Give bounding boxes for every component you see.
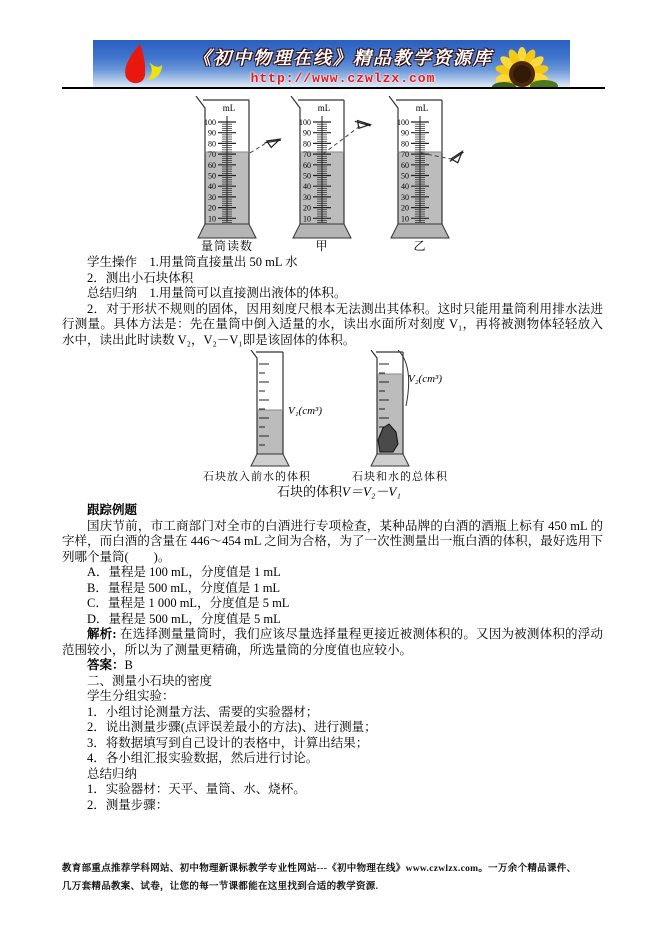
summary-title: 总结归纳 [87, 766, 138, 781]
scale-value: 80 [208, 139, 216, 149]
scale-value: 20 [401, 203, 409, 213]
scale-value: 70 [401, 150, 409, 160]
scale-value: 10 [303, 214, 311, 224]
sight-line [323, 126, 360, 154]
eye-icon [448, 151, 466, 165]
cylinder-base [391, 224, 449, 238]
experiment-step-3: 3．将数据填写到自己设计的表格中，计算出结果； [87, 735, 369, 750]
scale-value: 80 [303, 139, 311, 149]
experiment-step-2: 2．说出测量步骤(点评误差最小的方法)、进行测量； [87, 720, 377, 734]
scale-value: 10 [208, 214, 216, 224]
cylinder-base [371, 454, 409, 466]
answer-label: 答案： [87, 658, 125, 672]
scale-value: 90 [401, 128, 409, 138]
figure1-caption-reading: 量筒读数 [200, 239, 254, 253]
summary-line: 总结归纳 1.用量筒可以直接测出液体的体积。 [87, 286, 347, 300]
scale-value: 30 [303, 192, 311, 202]
scale-value: 100 [397, 118, 409, 127]
v2-label: V₂(cm³) [408, 373, 442, 385]
graduated-cylinder [291, 96, 351, 238]
scale-value: 60 [303, 160, 311, 170]
displacement-drawing [240, 350, 480, 470]
section2-title: 二、测量小石块的密度 [87, 673, 213, 688]
lesson-notes-block [62, 255, 603, 348]
operation-step2-line: 2．测出小石块体积 [87, 270, 194, 285]
scale-value: 60 [208, 160, 216, 170]
scale-value: 90 [208, 128, 216, 138]
summary-item-1: 1．实验器材：天平、量筒、水、烧杯。 [87, 782, 306, 796]
water-fill [257, 410, 283, 454]
unit-label: mL [222, 103, 236, 113]
v1-label: V₁(cm³) [288, 405, 322, 417]
eye-icon [264, 138, 281, 148]
formula-text-math: V＝V₂－V₁ [342, 484, 401, 499]
unit-label: mL [415, 103, 429, 113]
stone-volume-formula [277, 481, 401, 500]
scale-value: 50 [208, 171, 216, 181]
scale-value: 50 [303, 171, 311, 181]
formula-text-cn: 石块的体积 [277, 484, 343, 499]
site-banner [93, 40, 570, 88]
scale-value: 40 [208, 182, 216, 192]
graduated-cylinder [389, 96, 449, 238]
example-and-experiment-block [62, 503, 603, 813]
scale-value: 100 [204, 118, 216, 127]
banner-text [183, 40, 503, 88]
sunflower-image [492, 40, 570, 88]
site-footer [62, 861, 610, 896]
sight-line [250, 143, 266, 153]
example-header: 跟踪例题 [87, 503, 138, 517]
cylinder-reading-drawing [192, 96, 652, 241]
scale-value: 60 [401, 160, 409, 170]
graduated-cylinder [196, 96, 256, 238]
cylinder-base [198, 224, 256, 238]
scale-value: 20 [303, 203, 311, 213]
figure1-caption-jia: 甲 [315, 239, 329, 253]
figure1-caption-yi: 乙 [413, 239, 427, 253]
cylinder-base [251, 454, 289, 466]
scale-value: 30 [208, 192, 216, 202]
unit-label: mL [317, 103, 331, 113]
figure-displacement-method [240, 350, 480, 470]
banner-title: 《初中物理在线》精品教学资源库 [193, 48, 493, 69]
cylinder-with-stone [371, 350, 409, 466]
banner-url-link[interactable]: http://www.czwlzx.com [250, 71, 436, 86]
section2-subtitle: 学生分组实验： [87, 689, 175, 703]
option-c: C．量程是 1 000 mL，分度值是 5 mL [87, 596, 290, 610]
scale-value: 70 [303, 150, 311, 160]
figure2-caption-total: 石块和水的总体积 [352, 471, 448, 483]
option-d: D．量程是 500 mL，分度值是 5 mL [87, 611, 281, 626]
analysis-paragraph [62, 627, 603, 658]
cylinder-water-only [251, 350, 289, 466]
experiment-step-4: 4．各小组汇报实验数据，然后进行讨论。 [87, 751, 319, 765]
scale-value: 50 [401, 171, 409, 181]
scale-value: 20 [208, 203, 216, 213]
experiment-step-1: 1．小组讨论测量方法、需要的实验器材； [87, 704, 319, 719]
scale-value: 40 [401, 182, 409, 192]
footer-line-1: 教育部重点推荐学科网站、初中物理新课标教学专业性网站---《初中物理在线》www.czwlzx.com。一万余个精品课件、 [62, 864, 577, 874]
scale-value: 70 [208, 150, 216, 160]
analysis-text: 在选择测量量筒时，我们应该尽量选择量程更接近被测体积的。又因为被测体积的浮动范围较小，所以为了测量更精确，所选量筒的分度值也应较小。 [62, 627, 603, 657]
scale-value: 30 [401, 192, 409, 202]
student-operation-line: 学生操作 1.用量筒直接量出 50 mL 水 [87, 255, 298, 269]
figure2-caption-before: 石块放入前水的体积 [203, 471, 311, 483]
footer-line-2: 几万套精品教案、试卷，让您的每一节课都能在这里找到合适的教学资源. [62, 881, 379, 892]
scale-value: 100 [299, 118, 311, 127]
example-question: 国庆节前，市工商部门对全市的白酒进行专项检查，某种品牌的白酒的酒瓶上标有 450 mL 的字样，而白酒的含量在 446～454 mL 之间为合格，为了一次性测量出一瓶白酒的体积，最好选用下列哪个量筒( )。 [62, 518, 603, 564]
displacement-method-paragraph: 2．对于形状不规则的固体，因用刻度尺根本无法测出其体积。这时只能用量筒利用排水法进行测量。具体方法是：先在量筒中倒入适量的水，读出水面所对刻度 V₁，再将被测物体轻轻放入水中，读出此时读数 V₂，V₂－V₁即是该固体的体积。 [62, 301, 603, 347]
scale-value: 90 [303, 128, 311, 138]
option-b: B．量程是 500 mL，分度值是 1 mL [87, 580, 281, 595]
analysis-label: 解析: [87, 627, 117, 641]
figure-cylinder-reading [192, 96, 652, 241]
answer-line [62, 658, 603, 674]
option-a: A．量程是 100 mL，分度值是 1 mL [87, 565, 281, 579]
cylinder-base [293, 224, 351, 238]
eye-icon [353, 117, 371, 133]
summary-item-2: 2．测量步骤： [87, 797, 169, 812]
scale-value: 40 [303, 182, 311, 192]
site-logo-icon [115, 42, 171, 88]
scale-value: 80 [401, 139, 409, 149]
scale-value: 10 [401, 214, 409, 224]
answer-value: B [124, 658, 133, 672]
header-divider [62, 87, 605, 89]
